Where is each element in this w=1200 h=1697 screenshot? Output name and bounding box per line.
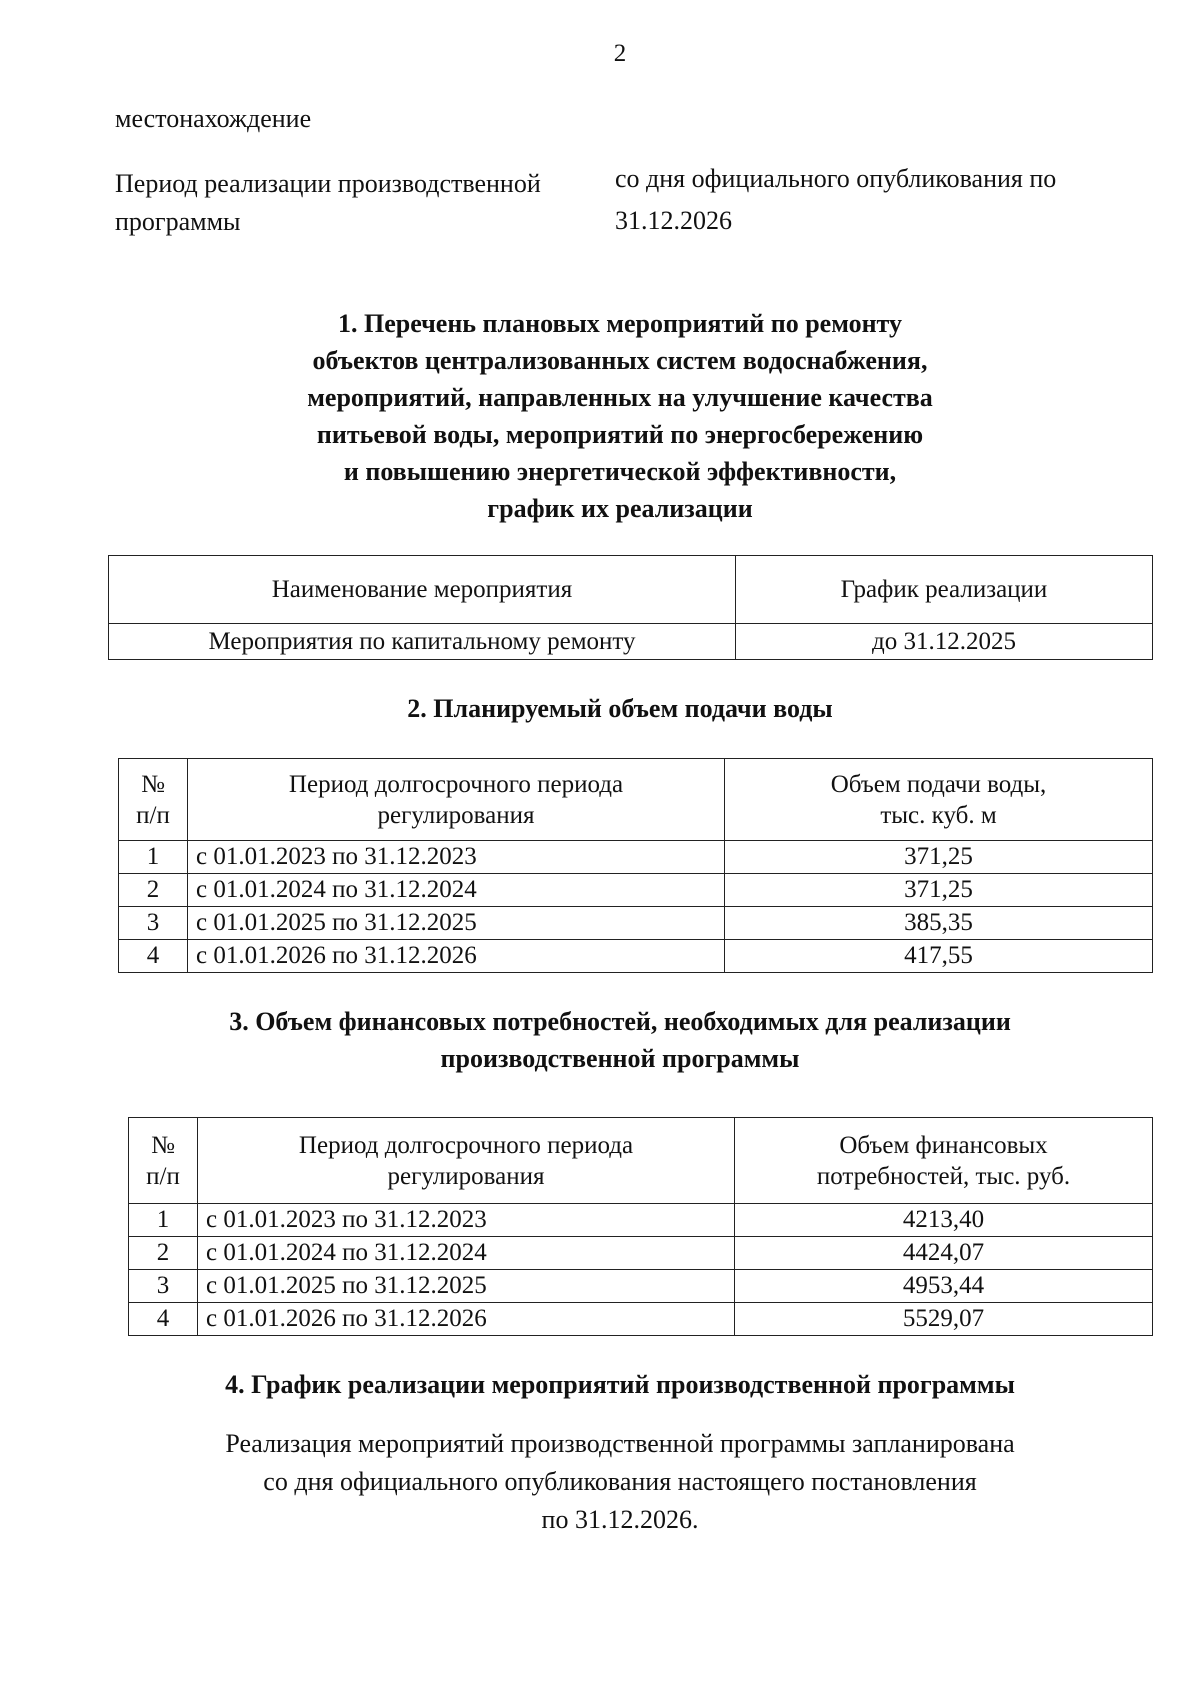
header-volume-line: тыс. куб. м bbox=[880, 801, 997, 829]
header-period-line: Период долгосрочного периода bbox=[288, 770, 624, 798]
row-finance: 4213,40 bbox=[735, 1204, 1153, 1237]
period-value bbox=[615, 158, 1175, 242]
period-value-line: со дня официального опубликования по bbox=[615, 164, 1057, 193]
section1-title-line: график их реализации bbox=[487, 494, 753, 523]
section3-title-line: производственной программы bbox=[440, 1044, 800, 1073]
header-num bbox=[119, 759, 188, 841]
row-num: 4 bbox=[129, 1303, 198, 1336]
row-volume: 417,55 bbox=[725, 940, 1153, 973]
table-row bbox=[129, 1270, 1153, 1303]
header-finance-line: Объем финансовых bbox=[839, 1131, 1048, 1159]
header-schedule: График реализации bbox=[736, 556, 1153, 624]
row-period: с 01.01.2026 по 31.12.2026 bbox=[188, 940, 725, 973]
row-num: 3 bbox=[119, 907, 188, 940]
header-volume-line: Объем подачи воды, bbox=[830, 770, 1047, 798]
period-label-line: Период реализации производственной bbox=[115, 169, 541, 198]
row-period: с 01.01.2025 по 31.12.2025 bbox=[198, 1270, 735, 1303]
header-period-line: регулирования bbox=[387, 1162, 545, 1190]
section3-title bbox=[0, 1003, 1200, 1077]
header-volume bbox=[725, 759, 1153, 841]
table-row bbox=[129, 1303, 1153, 1336]
event-schedule-cell: до 31.12.2025 bbox=[736, 624, 1153, 660]
paragraph-line: Реализация мероприятий производственной программы запланирована bbox=[225, 1429, 1015, 1458]
section1-title-line: мероприятий, направленных на улучшение качества bbox=[307, 383, 933, 412]
table-row bbox=[119, 907, 1153, 940]
water-supply-table bbox=[118, 758, 1153, 973]
row-period: с 01.01.2024 по 31.12.2024 bbox=[198, 1237, 735, 1270]
row-volume: 371,25 bbox=[725, 874, 1153, 907]
event-name-cell: Мероприятия по капитальному ремонту bbox=[109, 624, 736, 660]
row-finance: 4953,44 bbox=[735, 1270, 1153, 1303]
section1-title-line: 1. Перечень плановых мероприятий по ремонту bbox=[338, 309, 902, 338]
row-volume: 371,25 bbox=[725, 841, 1153, 874]
row-period: с 01.01.2023 по 31.12.2023 bbox=[198, 1204, 735, 1237]
table-row bbox=[129, 1237, 1153, 1270]
header-period bbox=[198, 1118, 735, 1204]
table-row bbox=[119, 874, 1153, 907]
row-period: с 01.01.2025 по 31.12.2025 bbox=[188, 907, 725, 940]
section4-paragraph bbox=[0, 1425, 1200, 1539]
row-num: 3 bbox=[129, 1270, 198, 1303]
header-period-line: Период долгосрочного периода bbox=[298, 1131, 634, 1159]
events-table bbox=[108, 555, 1153, 660]
header-period bbox=[188, 759, 725, 841]
row-num: 2 bbox=[129, 1237, 198, 1270]
financial-needs-table bbox=[128, 1117, 1153, 1336]
table-header-row bbox=[129, 1118, 1153, 1204]
table-header-row bbox=[109, 556, 1153, 624]
header-num bbox=[129, 1118, 198, 1204]
section3-title-line: 3. Объем финансовых потребностей, необходимых для реализации bbox=[229, 1007, 1011, 1036]
row-num: 2 bbox=[119, 874, 188, 907]
row-period: с 01.01.2024 по 31.12.2024 bbox=[188, 874, 725, 907]
header-num-line: № bbox=[141, 770, 165, 798]
section1-title bbox=[0, 305, 1200, 527]
header-num-line: п/п bbox=[146, 1162, 180, 1190]
row-volume: 385,35 bbox=[725, 907, 1153, 940]
row-num: 4 bbox=[119, 940, 188, 973]
section1-title-line: объектов централизованных систем водоснабжения, bbox=[312, 346, 928, 375]
table-row bbox=[119, 940, 1153, 973]
table-row bbox=[109, 624, 1153, 660]
row-finance: 5529,07 bbox=[735, 1303, 1153, 1336]
header-period-line: регулирования bbox=[377, 801, 535, 829]
section2-title: 2. Планируемый объем подачи воды bbox=[407, 694, 833, 723]
table-row bbox=[119, 841, 1153, 874]
row-period: с 01.01.2026 по 31.12.2026 bbox=[198, 1303, 735, 1336]
row-period: с 01.01.2023 по 31.12.2023 bbox=[188, 841, 725, 874]
header-num-line: № bbox=[151, 1131, 175, 1159]
header-finance bbox=[735, 1118, 1153, 1204]
row-num: 1 bbox=[129, 1204, 198, 1237]
row-num: 1 bbox=[119, 841, 188, 874]
header-finance-line: потребностей, тыс. руб. bbox=[816, 1162, 1071, 1190]
paragraph-line: по 31.12.2026. bbox=[541, 1505, 699, 1534]
period-value-line: 31.12.2026 bbox=[615, 206, 732, 235]
page-number: 2 bbox=[613, 40, 627, 67]
period-label-line: программы bbox=[115, 207, 241, 236]
location-label: местонахождение bbox=[115, 104, 312, 133]
table-row bbox=[129, 1204, 1153, 1237]
period-label bbox=[115, 165, 595, 241]
row-finance: 4424,07 bbox=[735, 1237, 1153, 1270]
header-num-line: п/п bbox=[136, 801, 170, 829]
table-header-row bbox=[119, 759, 1153, 841]
section1-title-line: питьевой воды, мероприятий по энергосбережению bbox=[316, 420, 924, 449]
header-event-name: Наименование мероприятия bbox=[109, 556, 736, 624]
section4-title: 4. График реализации мероприятий производственной программы bbox=[225, 1370, 1015, 1399]
section1-title-line: и повышению энергетической эффективности, bbox=[343, 457, 897, 486]
paragraph-line: со дня официального опубликования настоящего постановления bbox=[263, 1467, 977, 1496]
